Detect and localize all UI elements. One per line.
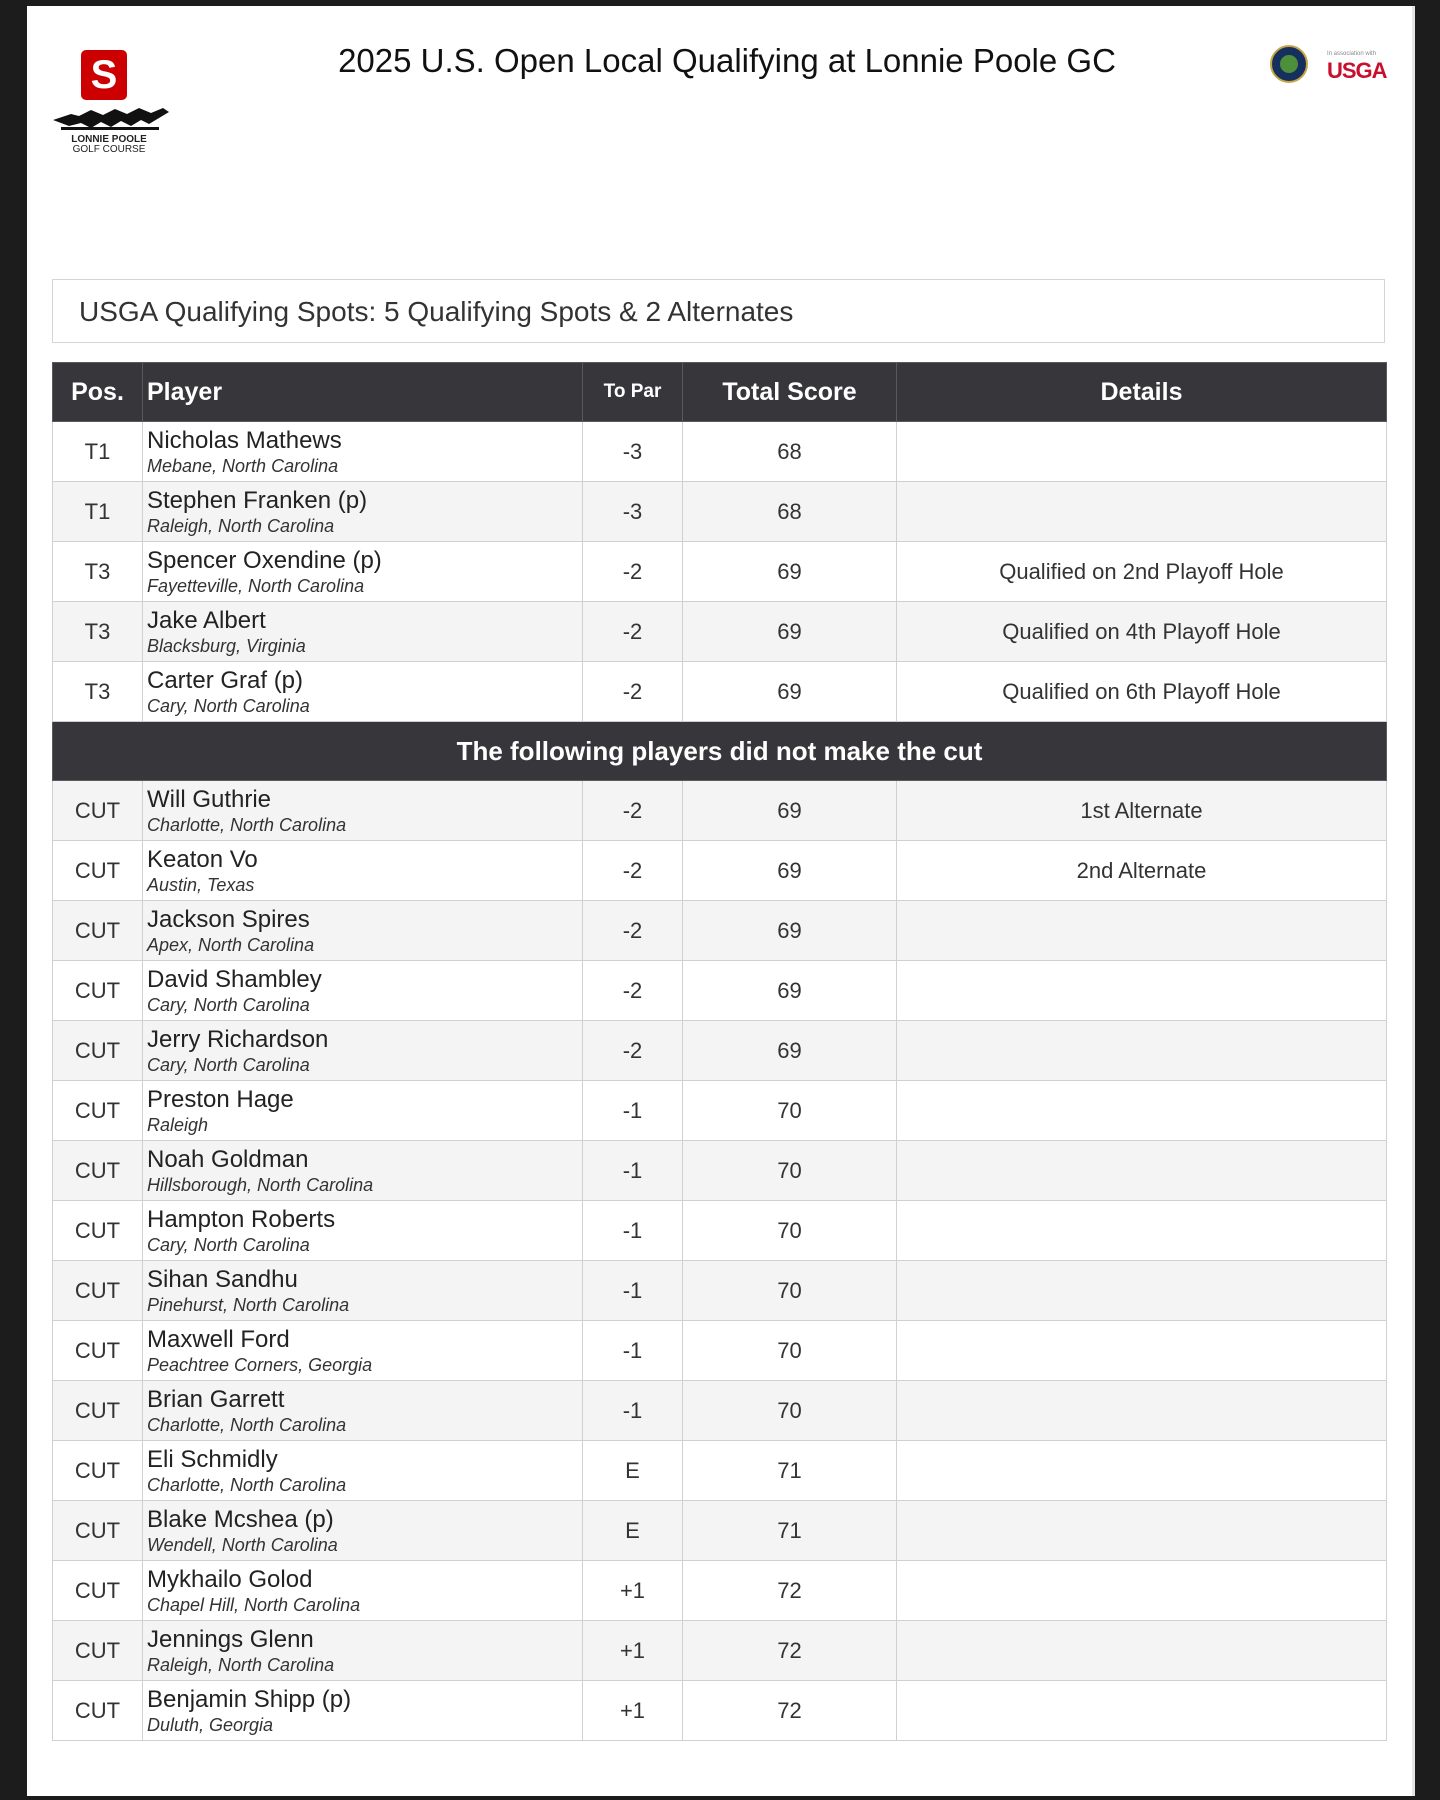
player-name: Brian Garrett	[147, 1385, 285, 1413]
table-row	[53, 1141, 1387, 1201]
player-name: Blake Mcshea (p)	[147, 1505, 334, 1533]
player-name: Hampton Roberts	[147, 1205, 336, 1233]
player-location: Pinehurst, North Carolina	[147, 1294, 350, 1315]
total-score-cell: 72	[683, 1561, 897, 1621]
player-cell	[143, 1201, 583, 1261]
player-name: Nicholas Mathews	[147, 426, 342, 454]
player-cell	[143, 1381, 583, 1441]
total-score-cell: 70	[683, 1261, 897, 1321]
details-cell: Qualified on 4th Playoff Hole	[897, 602, 1387, 662]
player-name: Jennings Glenn	[147, 1625, 314, 1653]
player-cell	[143, 1621, 583, 1681]
table-row	[53, 841, 1387, 901]
player-cell	[143, 542, 583, 602]
details-cell	[897, 482, 1387, 542]
details-cell: Qualified on 6th Playoff Hole	[897, 662, 1387, 722]
details-cell	[897, 1141, 1387, 1201]
position-cell: T3	[53, 662, 143, 722]
to-par-cell: -2	[583, 1021, 683, 1081]
details-cell: Qualified on 2nd Playoff Hole	[897, 542, 1387, 602]
details-cell	[897, 1081, 1387, 1141]
player-location: Cary, North Carolina	[147, 1054, 310, 1075]
cut-divider-row	[53, 722, 1387, 781]
details-cell	[897, 422, 1387, 482]
table-row	[53, 1261, 1387, 1321]
to-par-cell: -1	[583, 1321, 683, 1381]
position-cell: T3	[53, 602, 143, 662]
to-par-cell: -1	[583, 1201, 683, 1261]
total-score-cell: 69	[683, 662, 897, 722]
to-par-cell: +1	[583, 1621, 683, 1681]
player-cell	[143, 1321, 583, 1381]
to-par-cell: -2	[583, 901, 683, 961]
player-name: Maxwell Ford	[147, 1325, 290, 1353]
col-total-score: Total Score	[683, 363, 897, 422]
total-score-cell: 69	[683, 542, 897, 602]
player-cell	[143, 1501, 583, 1561]
page-title: 2025 U.S. Open Local Qualifying at Lonnie Poole GC	[338, 42, 1116, 79]
position-cell: T1	[53, 482, 143, 542]
total-score-cell: 71	[683, 1441, 897, 1501]
player-cell	[143, 1141, 583, 1201]
player-name: Carter Graf (p)	[147, 666, 304, 694]
usga-logo	[1270, 36, 1400, 96]
total-score-cell: 70	[683, 1141, 897, 1201]
player-name: Sihan Sandhu	[147, 1265, 298, 1293]
player-name: Eli Schmidly	[147, 1445, 278, 1473]
player-name: David Shambley	[147, 965, 322, 993]
player-location: Charlotte, North Carolina	[147, 814, 347, 835]
details-cell	[897, 1261, 1387, 1321]
col-to-par: To Par	[583, 363, 683, 422]
player-location: Charlotte, North Carolina	[147, 1474, 347, 1495]
total-score-cell: 70	[683, 1201, 897, 1261]
position-cell: CUT	[53, 781, 143, 841]
col-player: Player	[143, 363, 583, 422]
to-par-cell: -1	[583, 1081, 683, 1141]
details-cell	[897, 1621, 1387, 1681]
player-cell	[143, 1261, 583, 1321]
player-location: Peachtree Corners, Georgia	[147, 1354, 373, 1375]
table-row	[53, 1381, 1387, 1441]
details-cell: 2nd Alternate	[897, 841, 1387, 901]
player-cell	[143, 422, 583, 482]
player-cell	[143, 901, 583, 961]
details-cell	[897, 1441, 1387, 1501]
position-cell: CUT	[53, 1081, 143, 1141]
player-name: Mykhailo Golod	[147, 1565, 313, 1593]
table-row	[53, 1441, 1387, 1501]
position-cell: CUT	[53, 961, 143, 1021]
position-cell: CUT	[53, 1201, 143, 1261]
player-cell	[143, 1081, 583, 1141]
to-par-cell: -3	[583, 482, 683, 542]
details-cell	[897, 1201, 1387, 1261]
to-par-cell: -2	[583, 662, 683, 722]
position-cell: T1	[53, 422, 143, 482]
position-cell: CUT	[53, 841, 143, 901]
player-name: Spencer Oxendine (p)	[147, 546, 382, 574]
player-location: Cary, North Carolina	[147, 994, 310, 1015]
header-row	[53, 363, 1387, 422]
table-row	[53, 1501, 1387, 1561]
player-location: Austin, Texas	[147, 874, 255, 895]
total-score-cell: 71	[683, 1501, 897, 1561]
total-score-cell: 69	[683, 1021, 897, 1081]
position-cell: CUT	[53, 1381, 143, 1441]
player-location: Mebane, North Carolina	[147, 455, 339, 476]
player-cell	[143, 1441, 583, 1501]
to-par-cell: E	[583, 1441, 683, 1501]
position-cell: CUT	[53, 901, 143, 961]
details-cell	[897, 1321, 1387, 1381]
details-cell	[897, 1561, 1387, 1621]
usga-seal-icon	[1270, 45, 1308, 83]
table-row	[53, 1621, 1387, 1681]
table-row	[53, 662, 1387, 722]
player-cell	[143, 662, 583, 722]
table-row	[53, 602, 1387, 662]
total-score-cell: 69	[683, 602, 897, 662]
player-name: Jake Albert	[147, 606, 266, 634]
nc-state-block-s-icon: S	[81, 50, 127, 100]
details-cell	[897, 1501, 1387, 1561]
player-name: Preston Hage	[147, 1085, 294, 1113]
to-par-cell: -1	[583, 1141, 683, 1201]
player-location: Raleigh	[147, 1114, 209, 1135]
table-row	[53, 1081, 1387, 1141]
position-cell: CUT	[53, 1141, 143, 1201]
details-cell: 1st Alternate	[897, 781, 1387, 841]
player-location: Chapel Hill, North Carolina	[147, 1594, 361, 1615]
player-cell	[143, 841, 583, 901]
player-name: Jerry Richardson	[147, 1025, 329, 1053]
player-location: Hillsborough, North Carolina	[147, 1174, 374, 1195]
player-name: Jackson Spires	[147, 905, 310, 933]
table-row	[53, 482, 1387, 542]
total-score-cell: 69	[683, 901, 897, 961]
player-name: Keaton Vo	[147, 845, 258, 873]
player-name: Will Guthrie	[147, 785, 272, 813]
table-row	[53, 1021, 1387, 1081]
position-cell: CUT	[53, 1501, 143, 1561]
to-par-cell: -1	[583, 1261, 683, 1321]
to-par-cell: -2	[583, 542, 683, 602]
to-par-cell: -3	[583, 422, 683, 482]
table-row	[53, 1681, 1387, 1741]
position-cell: CUT	[53, 1261, 143, 1321]
qualifying-spots-info: USGA Qualifying Spots: 5 Qualifying Spots & 2 Alternates	[52, 279, 1385, 343]
total-score-cell: 72	[683, 1621, 897, 1681]
player-name: Stephen Franken (p)	[147, 486, 368, 514]
player-cell	[143, 961, 583, 1021]
player-location: Raleigh, North Carolina	[147, 515, 335, 536]
player-location: Wendell, North Carolina	[147, 1534, 338, 1555]
position-cell: CUT	[53, 1021, 143, 1081]
total-score-cell: 68	[683, 482, 897, 542]
total-score-cell: 72	[683, 1681, 897, 1741]
player-cell	[143, 1561, 583, 1621]
total-score-cell: 69	[683, 781, 897, 841]
to-par-cell: -2	[583, 961, 683, 1021]
player-cell	[143, 781, 583, 841]
player-location: Apex, North Carolina	[147, 934, 315, 955]
cut-label: The following players did not make the cut	[53, 722, 1387, 781]
player-cell	[143, 1021, 583, 1081]
player-location: Cary, North Carolina	[147, 695, 310, 716]
position-cell: CUT	[53, 1561, 143, 1621]
table-row	[53, 901, 1387, 961]
total-score-cell: 70	[683, 1081, 897, 1141]
position-cell: T3	[53, 542, 143, 602]
details-cell	[897, 901, 1387, 961]
player-location: Blacksburg, Virginia	[147, 635, 306, 656]
player-location: Charlotte, North Carolina	[147, 1414, 347, 1435]
usga-tagline: In association with	[1327, 51, 1377, 57]
table-row	[53, 542, 1387, 602]
to-par-cell: -1	[583, 1381, 683, 1441]
table-row	[53, 1561, 1387, 1621]
results-table	[52, 362, 1387, 1741]
player-location: Duluth, Georgia	[147, 1714, 274, 1735]
total-score-cell: 69	[683, 841, 897, 901]
player-location: Raleigh, North Carolina	[147, 1654, 335, 1675]
to-par-cell: +1	[583, 1681, 683, 1741]
total-score-cell: 70	[683, 1321, 897, 1381]
course-name: LONNIE POOLE GOLF COURSE	[71, 134, 147, 155]
details-cell	[897, 961, 1387, 1021]
total-score-cell: 69	[683, 961, 897, 1021]
position-cell: CUT	[53, 1681, 143, 1741]
table-row	[53, 961, 1387, 1021]
results-body	[53, 422, 1387, 1741]
table-row	[53, 1321, 1387, 1381]
to-par-cell: -2	[583, 781, 683, 841]
lonnie-poole-logo	[51, 44, 171, 162]
table-row	[53, 1201, 1387, 1261]
table-row	[53, 781, 1387, 841]
player-cell	[143, 482, 583, 542]
total-score-cell: 68	[683, 422, 897, 482]
details-cell	[897, 1021, 1387, 1081]
to-par-cell: +1	[583, 1561, 683, 1621]
player-cell	[143, 1681, 583, 1741]
col-details: Details	[897, 363, 1387, 422]
position-cell: CUT	[53, 1621, 143, 1681]
position-cell: CUT	[53, 1441, 143, 1501]
col-pos: Pos.	[53, 363, 143, 422]
to-par-cell: -2	[583, 841, 683, 901]
usga-wordmark: USGA	[1327, 58, 1387, 83]
player-location: Fayetteville, North Carolina	[147, 575, 365, 596]
wolf-pack-icon	[51, 102, 171, 134]
position-cell: CUT	[53, 1321, 143, 1381]
details-cell	[897, 1381, 1387, 1441]
to-par-cell: E	[583, 1501, 683, 1561]
player-name: Benjamin Shipp (p)	[147, 1685, 352, 1713]
player-location: Cary, North Carolina	[147, 1234, 310, 1255]
leaderboard-page	[27, 6, 1415, 1796]
details-cell	[897, 1681, 1387, 1741]
total-score-cell: 70	[683, 1381, 897, 1441]
player-cell	[143, 602, 583, 662]
player-name: Noah Goldman	[147, 1145, 309, 1173]
table-row	[53, 422, 1387, 482]
to-par-cell: -2	[583, 602, 683, 662]
